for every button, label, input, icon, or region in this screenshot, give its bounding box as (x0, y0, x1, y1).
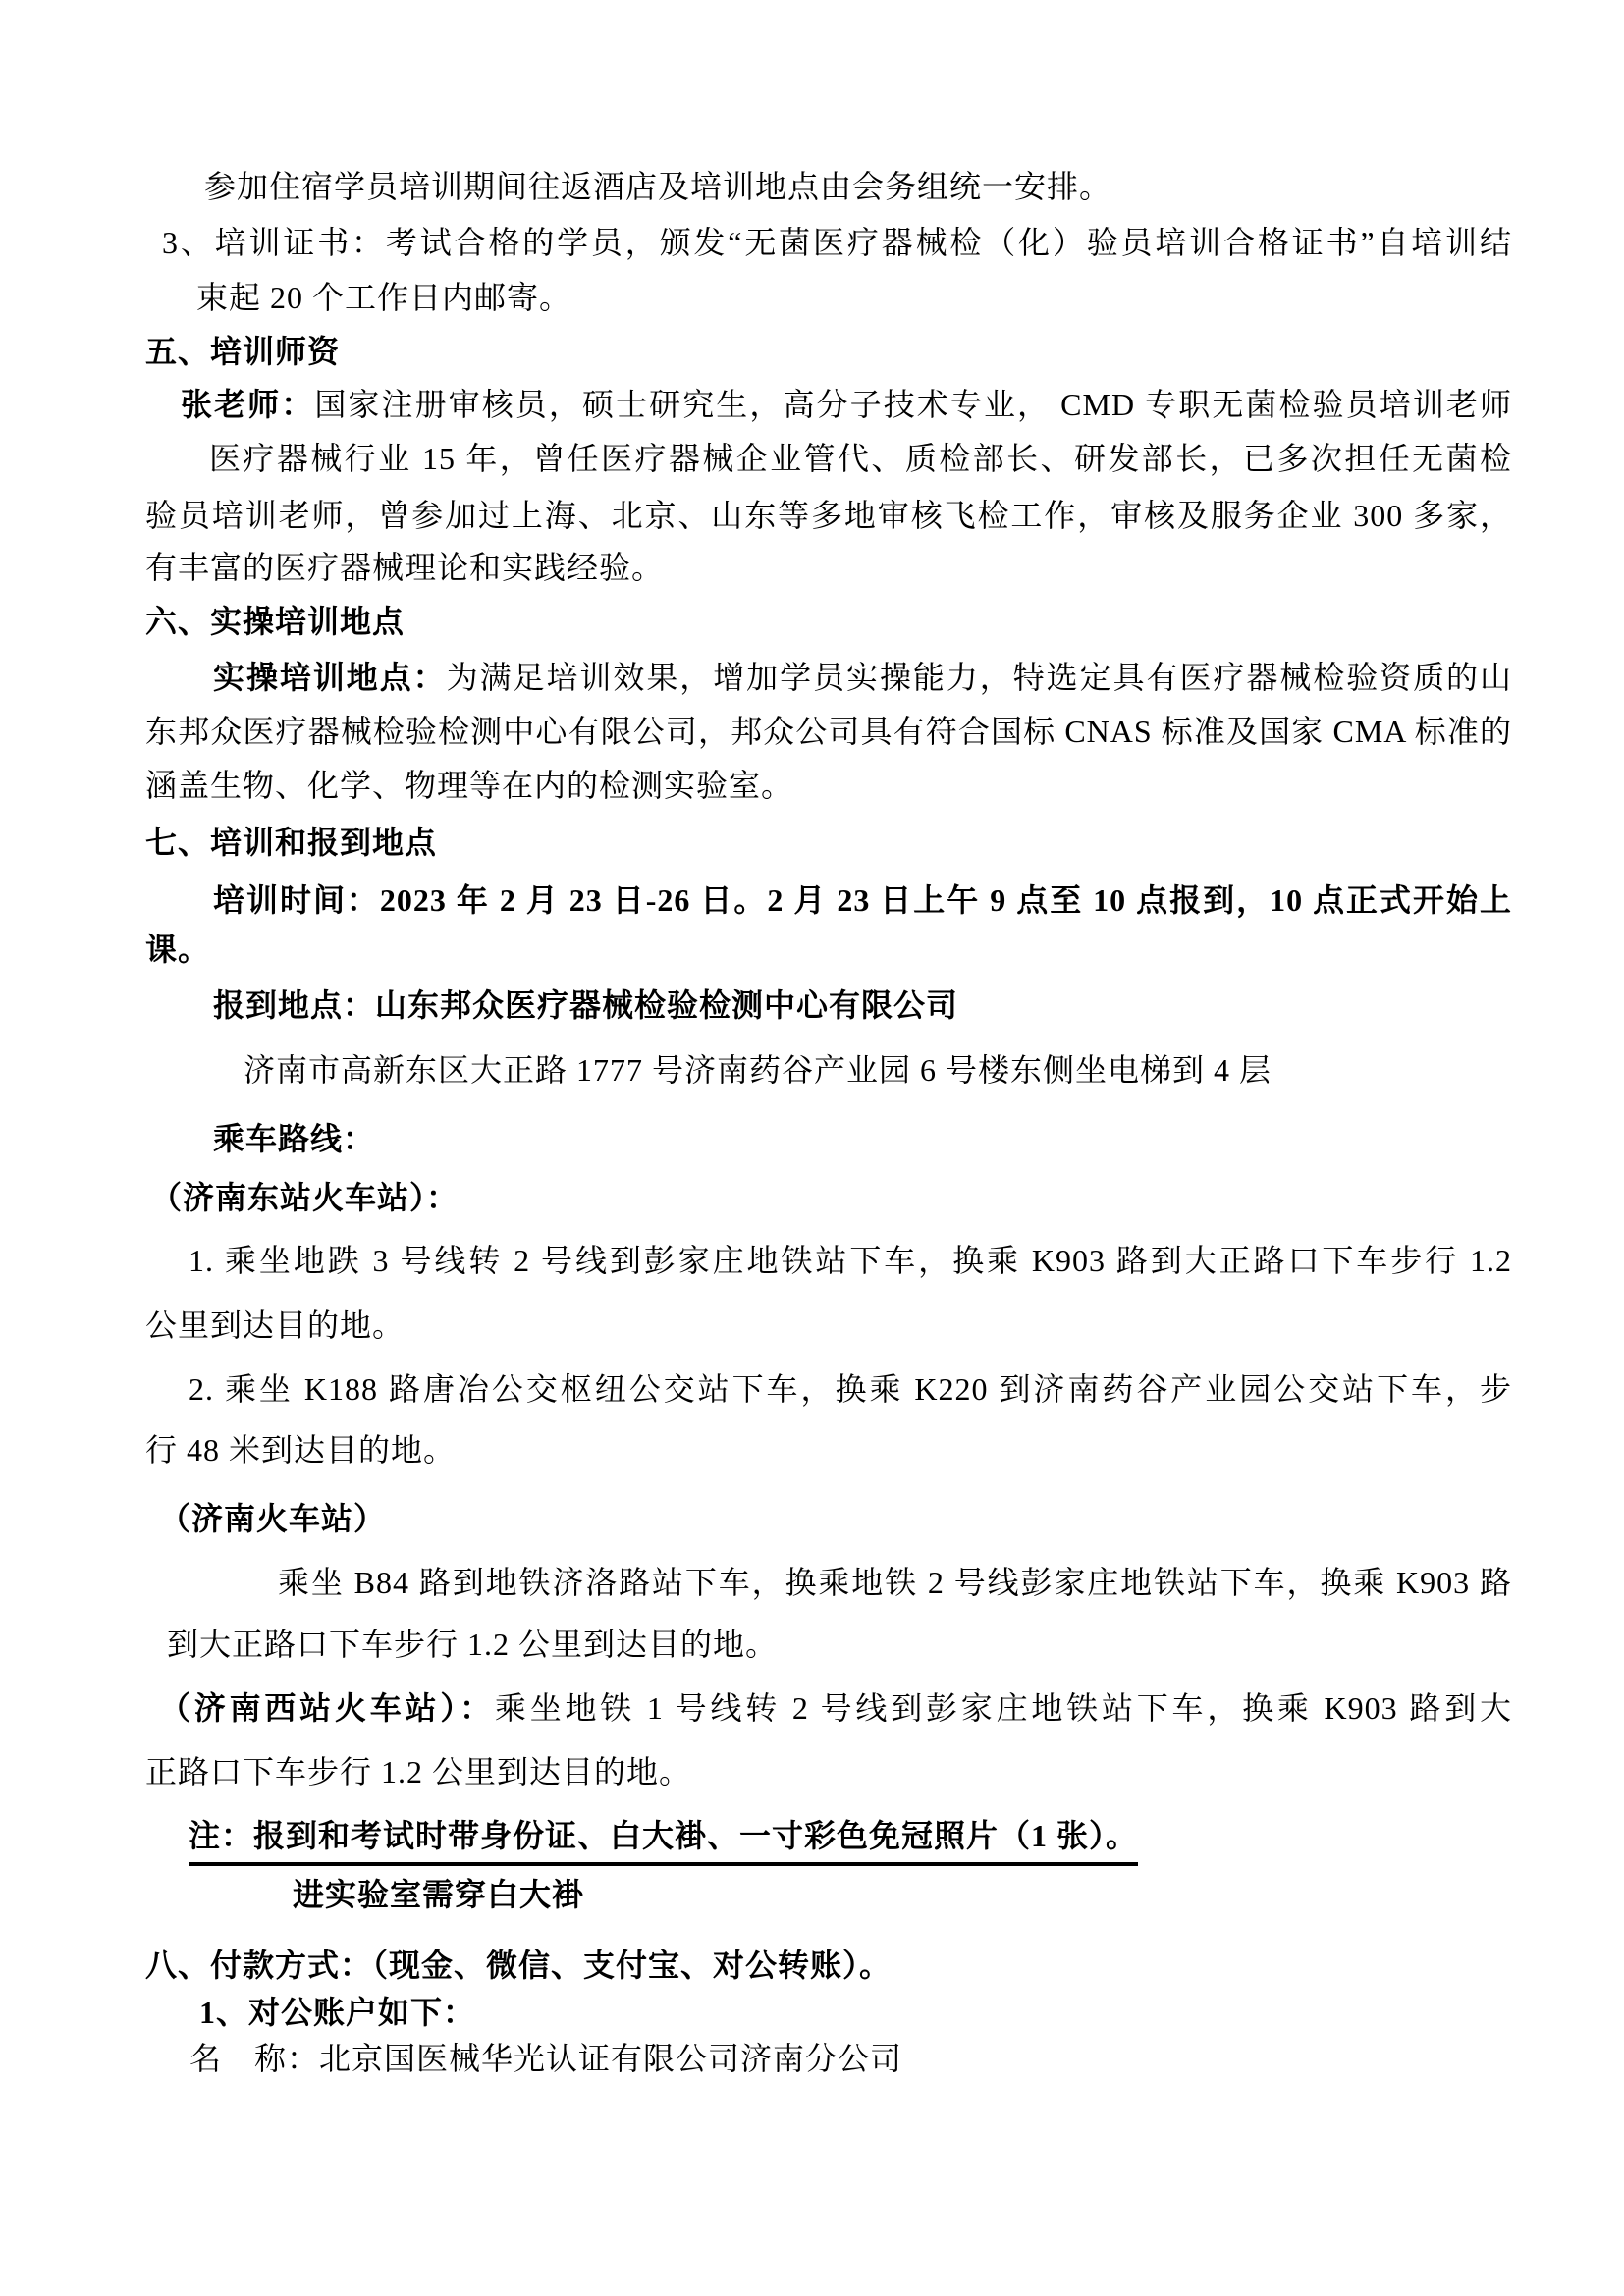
text-line (293, 1875, 584, 1916)
text-line (159, 1499, 386, 1540)
text-segment: 为满足培训效果，增加学员实操能力，特选定具有医疗器械检验资质的山 (446, 660, 1512, 695)
text-segment: 名 称：北京国医械华光认证有限公司济南分公司 (189, 2041, 903, 2076)
text-segment: 2. 乘坐 K188 路唐冶公交枢纽公交站下车，换乘 K220 到济南药谷产业园公交站下车，步 (189, 1371, 1512, 1407)
text-segment: 报到地点：山东邦众医疗器械检验检测中心有限公司 (213, 988, 959, 1023)
text-line (145, 1752, 691, 1793)
text-line (145, 930, 210, 971)
text-line (145, 332, 340, 373)
text-line (145, 766, 793, 807)
text-segment: 参加住宿学员培训期间往返酒店及培训地点由会务组统一安排。 (204, 169, 1112, 204)
text-line (181, 385, 1512, 426)
text-segment: 济南市高新东区大正路 1777 号济南药谷产业园 6 号楼东侧坐电梯到 4 层 (244, 1052, 1272, 1088)
text-line (278, 1563, 1512, 1604)
text-line (145, 1430, 456, 1471)
text-line (213, 1119, 375, 1160)
text-segment: 乘坐 B84 路到地铁济洛路站下车，换乘地铁 2 号线彭家庄地铁站下车，换乘 K903 路 (278, 1565, 1512, 1600)
text-line (204, 167, 1111, 208)
text-segment: 国家注册审核员，硕士研究生，高分子技术专业， CMD 专职无菌检验员培训老师 (314, 387, 1512, 422)
text-segment: 正路口下车步行 1.2 公里到达目的地。 (145, 1754, 692, 1789)
text-segment: 进实验室需穿白大褂 (293, 1877, 585, 1912)
text-segment: 1、对公账户如下： (199, 1995, 476, 2030)
text-line (145, 712, 1512, 753)
text-segment: 东邦众医疗器械检验检测中心有限公司，邦众公司具有符合国标 CNAS 标准及国家 CMA 标准的 (145, 714, 1512, 749)
text-line (213, 881, 1512, 922)
text-line (145, 602, 405, 643)
text-line (145, 1306, 405, 1347)
text-segment: 六、实操培训地点 (145, 604, 406, 639)
text-segment: 有丰富的医疗器械理论和实践经验。 (145, 550, 665, 585)
text-segment: 注：报到和考试时带身份证、白大褂、一寸彩色免冠照片（1 张）。 (189, 1818, 1138, 1866)
text-line (213, 658, 1512, 699)
text-line (189, 1241, 1512, 1282)
text-segment: 到大正路口下车步行 1.2 公里到达目的地。 (167, 1627, 779, 1662)
text-line (145, 548, 664, 589)
text-segment: 3、培训证书：考试合格的学员，颁发“无菌医疗器械检（化）验员培训合格证书”自培训结 (162, 225, 1512, 260)
text-line (199, 1993, 475, 2034)
text-segment: 1. 乘坐地跌 3 号线转 2 号线到彭家庄地铁站下车，换乘 K903 路到大正路口下车步行 1.2 (189, 1243, 1512, 1278)
text-segment: （济南东站火车站）： (150, 1180, 460, 1215)
text-segment: 医疗器械行业 15 年，曾任医疗器械企业管代、质检部长、研发部长，已多次担任无菌检 (209, 441, 1512, 476)
text-segment: 涵盖生物、化学、物理等在内的检测实验室。 (145, 768, 794, 803)
text-line (145, 496, 1512, 537)
text-line (145, 823, 437, 864)
text-segment: （济南火车站） (159, 1501, 387, 1536)
text-segment: 课。 (145, 932, 211, 967)
text-segment: 乘车路线： (213, 1121, 376, 1156)
text-line (196, 278, 571, 319)
text-line (213, 986, 958, 1027)
text-segment: 七、培训和报到地点 (145, 825, 438, 860)
text-segment: 验员培训老师，曾参加过上海、北京、山东等多地审核飞检工作，审核及服务企业 300 多家， (145, 498, 1512, 533)
text-line (150, 1178, 459, 1219)
text-segment: 八、付款方式：（现金、微信、支付宝、对公转账）。 (145, 1948, 893, 1983)
text-segment: 乘坐地铁 1 号线转 2 号线到彭家庄地铁站下车，换乘 K903 路到大 (494, 1690, 1512, 1726)
text-line (189, 1816, 1138, 1857)
text-line (167, 1625, 778, 1666)
text-segment: 培训时间：2023 年 2 月 23 日-26 日。2 月 23 日上午 9 点至 10 点报到，10 点正式开始上 (213, 882, 1512, 918)
text-line (244, 1050, 1272, 1092)
text-segment: 公里到达目的地。 (145, 1308, 406, 1343)
text-line (162, 223, 1512, 264)
text-segment: （济南西站火车站）： (159, 1690, 495, 1726)
text-line (145, 1946, 892, 1987)
text-line (189, 2039, 902, 2080)
text-line (159, 1688, 1512, 1730)
text-line (209, 439, 1512, 480)
text-segment: 张老师： (181, 387, 315, 422)
text-segment: 实操培训地点： (213, 660, 447, 695)
text-segment: 五、培训师资 (145, 334, 341, 369)
text-segment: 行 48 米到达目的地。 (145, 1432, 457, 1468)
text-segment: 束起 20 个工作日内邮寄。 (196, 280, 572, 315)
text-line (189, 1369, 1512, 1411)
